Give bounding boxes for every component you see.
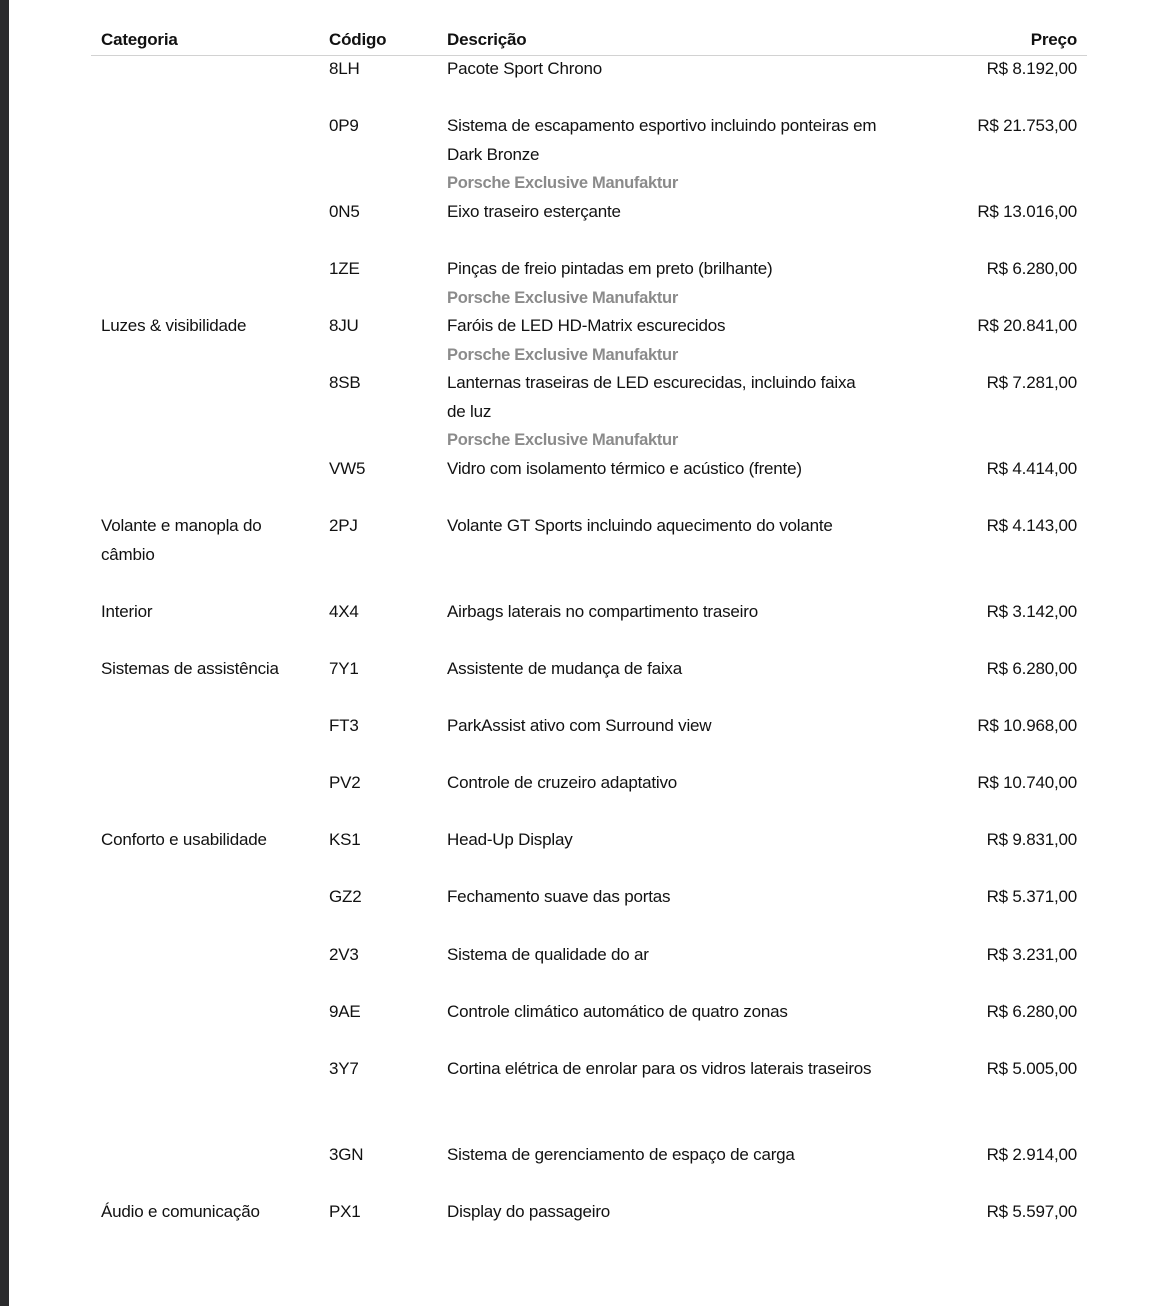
row-description: Volante GT Sports incluindo aquecimento do volante — [447, 516, 833, 535]
row-category: Luzes & visibilidade — [101, 316, 247, 335]
row-description-cell — [447, 1055, 877, 1084]
header-price: Preço — [1030, 30, 1077, 49]
row-exclusive-tag: Porsche Exclusive Manufaktur — [447, 288, 678, 307]
row-description: Controle de cruzeiro adaptativo — [447, 773, 678, 792]
row-description: ParkAssist ativo com Surround view — [447, 716, 712, 735]
row-description-cell — [447, 769, 877, 798]
row-description: Display do passageiro — [447, 1202, 611, 1221]
row-code: 1ZE — [329, 259, 360, 278]
row-price: R$ 3.142,00 — [986, 602, 1077, 621]
row-code: 4X4 — [329, 602, 359, 621]
row-description: Sistema de gerenciamento de espaço de carga — [447, 1145, 795, 1164]
row-description-cell — [447, 712, 877, 741]
row-category: Sistemas de assistência — [101, 659, 279, 678]
row-code: PX1 — [329, 1202, 361, 1221]
header-description: Descrição — [447, 30, 527, 49]
row-price: R$ 2.914,00 — [986, 1145, 1077, 1164]
row-price: R$ 7.281,00 — [986, 373, 1077, 392]
row-description-cell — [447, 312, 877, 369]
row-code: 3Y7 — [329, 1059, 359, 1078]
row-code: 8LH — [329, 59, 360, 78]
row-price: R$ 10.968,00 — [977, 716, 1077, 735]
header-code: Código — [329, 30, 387, 49]
row-code: 9AE — [329, 1002, 361, 1021]
row-description: Fechamento suave das portas — [447, 887, 671, 906]
row-exclusive-tag: Porsche Exclusive Manufaktur — [447, 345, 678, 364]
row-price: R$ 8.192,00 — [986, 59, 1077, 78]
row-description: Controle climático automático de quatro zonas — [447, 1002, 788, 1021]
row-price: R$ 20.841,00 — [977, 316, 1077, 335]
row-price: R$ 6.280,00 — [986, 259, 1077, 278]
row-description-cell — [447, 598, 877, 627]
row-description-cell — [447, 826, 877, 855]
row-description: Pinças de freio pintadas em preto (brilhante) — [447, 259, 773, 278]
row-description: Cortina elétrica de enrolar para os vidros laterais traseiros — [447, 1059, 872, 1078]
row-category: Conforto e usabilidade — [101, 830, 267, 849]
row-code: 2PJ — [329, 516, 358, 535]
row-price: R$ 5.005,00 — [986, 1059, 1077, 1078]
row-category: Volante e manopla do câmbio — [101, 516, 262, 564]
row-description: Vidro com isolamento térmico e acústico (frente) — [447, 459, 802, 478]
row-price: R$ 5.371,00 — [986, 887, 1077, 906]
row-code: 8JU — [329, 316, 359, 335]
header-category: Categoria — [101, 30, 178, 49]
row-code: FT3 — [329, 716, 359, 735]
row-code: 0N5 — [329, 202, 360, 221]
options-table-body — [9, 0, 1157, 1306]
row-exclusive-tag: Porsche Exclusive Manufaktur — [447, 174, 678, 192]
row-price: R$ 4.143,00 — [986, 516, 1077, 535]
row-code: 2V3 — [329, 945, 359, 964]
row-price: R$ 6.280,00 — [986, 1002, 1077, 1021]
row-description: Faróis de LED HD-Matrix escurecidos — [447, 316, 726, 335]
row-code: 7Y1 — [329, 659, 359, 678]
row-price: R$ 5.597,00 — [986, 1202, 1077, 1221]
row-description-cell — [447, 655, 877, 684]
document-page — [9, 0, 1157, 1306]
row-price: R$ 13.016,00 — [977, 202, 1077, 221]
row-description-cell — [447, 198, 877, 227]
row-price: R$ 21.753,00 — [977, 116, 1077, 135]
row-price: R$ 6.280,00 — [986, 659, 1077, 678]
row-description-cell — [447, 883, 877, 912]
row-price: R$ 4.414,00 — [986, 459, 1077, 478]
row-price: R$ 3.231,00 — [986, 945, 1077, 964]
row-description: Head-Up Display — [447, 830, 573, 849]
row-description-cell — [447, 512, 877, 541]
row-description-cell — [447, 455, 877, 484]
row-code: PV2 — [329, 773, 361, 792]
window-edge — [0, 0, 9, 1306]
row-description-cell — [447, 112, 877, 198]
row-code: 0P9 — [329, 116, 359, 135]
row-code: 8SB — [329, 373, 361, 392]
row-description-cell — [447, 1198, 877, 1227]
row-exclusive-tag: Porsche Exclusive Manufaktur — [447, 431, 678, 449]
row-description: Assistente de mudança de faixa — [447, 659, 682, 678]
row-category: Áudio e comunicação — [101, 1202, 260, 1221]
row-description-cell — [447, 369, 877, 455]
row-price: R$ 9.831,00 — [986, 830, 1077, 849]
row-description: Eixo traseiro esterçante — [447, 202, 621, 221]
row-description: Lanternas traseiras de LED escurecidas, incluindo faixa de luz — [447, 373, 856, 421]
row-description-cell — [447, 255, 877, 312]
row-description: Airbags laterais no compartimento traseiro — [447, 602, 758, 621]
row-description-cell — [447, 941, 877, 970]
row-code: KS1 — [329, 830, 361, 849]
row-code: GZ2 — [329, 887, 362, 906]
row-code: VW5 — [329, 459, 366, 478]
row-description-cell — [447, 55, 877, 84]
row-price: R$ 10.740,00 — [977, 773, 1077, 792]
row-code: 3GN — [329, 1145, 364, 1164]
row-description-cell — [447, 998, 877, 1027]
row-description: Sistema de escapamento esportivo incluindo ponteiras em Dark Bronze — [447, 116, 877, 164]
row-description-cell — [447, 1141, 877, 1170]
row-description: Pacote Sport Chrono — [447, 59, 602, 78]
row-category: Interior — [101, 602, 153, 621]
row-description: Sistema de qualidade do ar — [447, 945, 649, 964]
